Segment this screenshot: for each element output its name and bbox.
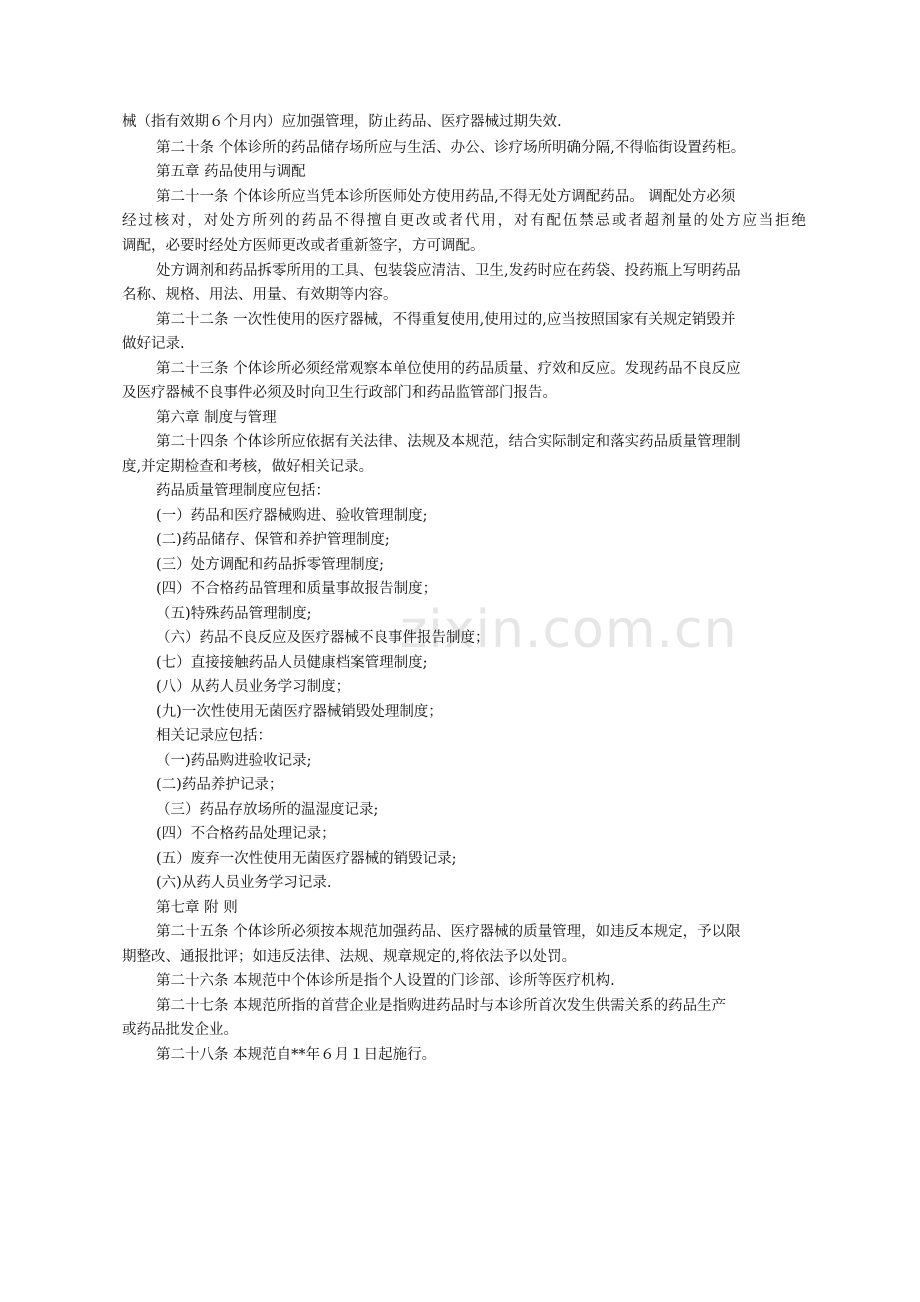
text-line: 度,并定期检查和考核，做好相关记录。 [122,459,374,475]
text-line: 第二十七条 本规范所指的首营企业是指购进药品时与本诊所首次发生供需关系的药品生产 [156,998,727,1014]
text-line: 及医疗器械不良事件必须及时向卫生行政部门和药品监管部门报告。 [122,385,557,401]
text-line: 经过核对，对处方所列的药品不得擅自更改或者代用，对有配伍禁忌或者超剂量的处方应当拒绝 [122,213,806,229]
list-item: （三）药品存放场所的温湿度记录; [156,802,379,818]
text-line: 期整改、通报批评；如违反法律、法规、规章规定的,将依法予以处罚。 [122,949,577,965]
list-item: (二)药品储存、保管和养护管理制度; [156,532,390,548]
text-line: 第二十二条 一次性使用的医疗器械，不得重复使用,使用过的,应当按照国家有关规定销毁并 [156,312,736,328]
text-line: 第二十六条 本规范中个体诊所是指个人设置的门诊部、诊所等医疗机构. [156,973,615,989]
text-line: 做好记录. [122,336,185,352]
list-item: (三）处方调配和药品拆零管理制度; [156,557,385,573]
list-item: (二)药品养护记录； [156,777,284,793]
text-line: 调配，必要时经处方医师更改或者重新签字，方可调配。 [122,238,485,254]
list-item: (六)从药人员业务学习记录. [156,875,332,891]
list-item: （六）药品不良反应及医疗器械不良事件报告制度； [156,630,490,646]
list-item: (五）废弃一次性使用无菌医疗器械的销毁记录; [156,851,457,867]
text-line: 药品质量管理制度应包括： [156,483,330,499]
text-line: 处方调剂和药品拆零所用的工具、包装袋应清洁、卫生,发药时应在药袋、投药瓶上写明药品 [156,263,741,279]
chapter-heading: 第六章 制度与管理 [156,410,277,426]
text-line: 相关记录应包括： [156,728,272,744]
text-line: 第二十三条 个体诊所必须经常观察本单位使用的药品质量、疗效和反应。发现药品不良反应 [156,361,741,377]
text-line: 第二十五条 个体诊所必须按本规范加强药品、医疗器械的质量管理，如违反本规定，予以限 [156,924,741,940]
chapter-heading: 第五章 药品使用与调配 [156,164,306,180]
text-line: 第二十八条 本规范自**年６月１日起施行。 [156,1047,437,1063]
chapter-heading: 第七章 附 则 [156,900,238,916]
list-item: (八）从药人员业务学习制度； [156,679,351,695]
text-line: 第二十条 个体诊所的药品储存场所应与生活、办公、诊疗场所明确分隔,不得临街设置药柜。 [156,140,746,156]
text-line: 名称、规格、用法、用量、有效期等内容。 [122,287,398,303]
text-line: 或药品批发企业。 [122,1022,238,1038]
text-line: 第二十四条 个体诊所应依据有关法律、法规及本规范，结合实际制定和落实药品质量管理制 [156,434,741,450]
text-line: 第二十一条 个体诊所应当凭本诊所医师处方使用药品,不得无处方调配药品。 调配处方必须 [156,189,736,205]
list-item: （一)药品购进验收记录; [156,753,312,769]
watermark: zixin.com.cn [400,600,738,660]
list-item: (七）直接接触药品人员健康档案管理制度; [156,655,428,671]
list-item: (一）药品和医疗器械购进、验收管理制度; [156,508,428,524]
list-item: (九)一次性使用无菌医疗器械销毁处理制度； [156,704,443,720]
text-line: 械（指有效期６个月内）应加强管理，防止药品、医疗器械过期失效. [122,114,562,130]
list-item: （五)特殊药品管理制度; [156,606,312,622]
list-item: (四）不合格药品管理和质量事故报告制度； [156,581,438,597]
list-item: (四）不合格药品处理记录； [156,826,336,842]
